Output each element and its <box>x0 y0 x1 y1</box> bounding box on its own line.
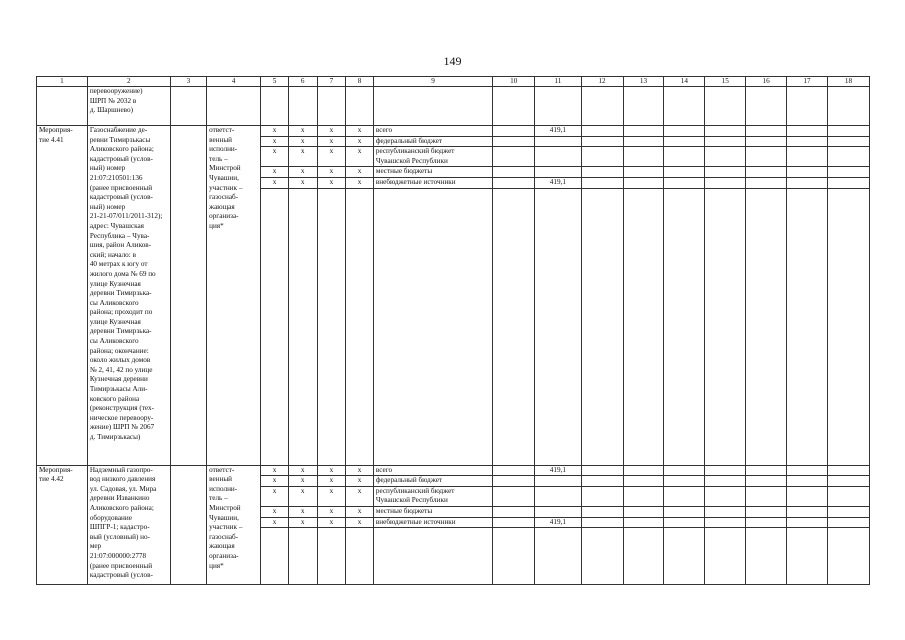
code-cell-col5: x <box>261 126 289 137</box>
amount-cell-col11 <box>535 188 581 465</box>
cell-col13 <box>623 476 664 487</box>
cell-col17 <box>787 167 828 178</box>
cell-col12 <box>581 517 623 528</box>
code-cell-col8: x <box>346 465 374 476</box>
cell-col14 <box>664 126 705 137</box>
cell-col12 <box>581 126 623 137</box>
code-cell-col8: x <box>346 506 374 517</box>
funding-row <box>37 465 870 476</box>
code-cell-col7: x <box>317 506 346 517</box>
funding-source: внебюджетные источники <box>373 517 492 528</box>
column-header-2: 2 <box>87 77 170 87</box>
page-number: 149 <box>443 54 462 68</box>
column-header-18: 18 <box>827 77 869 87</box>
code-cell-col7: x <box>317 136 346 147</box>
cell-col18 <box>827 126 869 137</box>
cell-col13 <box>623 136 664 147</box>
funding-source: всего <box>373 126 492 137</box>
cell-col14 <box>664 465 705 476</box>
cell-col3 <box>170 126 206 466</box>
cell-col3 <box>170 465 206 585</box>
cell-col18 <box>827 147 869 167</box>
column-header-10: 10 <box>493 77 535 87</box>
code-cell-col5: x <box>261 465 289 476</box>
code-cell-col5: x <box>261 147 289 167</box>
cell-col12 <box>581 486 623 506</box>
funding-source <box>373 188 492 465</box>
cell-col10 <box>493 465 535 476</box>
cell-col13 <box>623 517 664 528</box>
cell-col16 <box>746 517 787 528</box>
cell-col17 <box>787 486 828 506</box>
amount-cell-col11 <box>535 528 581 585</box>
cell-col14 <box>664 188 705 465</box>
cell-col17 <box>787 126 828 137</box>
cell-col10 <box>493 167 535 178</box>
cell-col18 <box>827 177 869 188</box>
cell-col18 <box>827 506 869 517</box>
cell-col16 <box>746 136 787 147</box>
cell-col17 <box>787 147 828 167</box>
cell-col10 <box>493 506 535 517</box>
funding-source: республиканский бюджет Чувашской Республики <box>373 486 492 506</box>
cell-col13 <box>623 126 664 137</box>
cell-col12 <box>581 147 623 167</box>
cell-col10 <box>493 188 535 465</box>
cell-col13 <box>623 506 664 517</box>
code-cell-col5: x <box>261 476 289 487</box>
amount-cell-col11: 419,1 <box>535 126 581 137</box>
funding-source <box>373 528 492 585</box>
code-cell-col8 <box>346 188 374 465</box>
amount-cell-col11: 419,1 <box>535 177 581 188</box>
measure-label: Мероприя- тие 4.41 <box>37 126 88 466</box>
table-body <box>37 87 870 585</box>
code-cell-col7: x <box>317 486 346 506</box>
cell-col12 <box>581 506 623 517</box>
cell-col13 <box>623 167 664 178</box>
funding-source: местные бюджеты <box>373 506 492 517</box>
column-header-4: 4 <box>207 77 261 87</box>
cell-col12 <box>581 465 623 476</box>
cell-col17 <box>787 188 828 465</box>
cell-col17 <box>787 528 828 585</box>
cell-col15 <box>705 517 746 528</box>
cell-col17 <box>787 476 828 487</box>
code-cell-col8 <box>346 528 374 585</box>
amount-cell-col11: 419,1 <box>535 465 581 476</box>
cell-col14 <box>664 136 705 147</box>
cell-col13 <box>623 188 664 465</box>
funding-source: внебюджетные источники <box>373 177 492 188</box>
cell-col16 <box>746 167 787 178</box>
cell-col12 <box>581 177 623 188</box>
funding-source: федеральный бюджет <box>373 476 492 487</box>
amount-cell-col11 <box>535 136 581 147</box>
cell-col17 <box>787 177 828 188</box>
cell-col18 <box>827 465 869 476</box>
column-header-8: 8 <box>346 77 374 87</box>
cell-col15 <box>705 506 746 517</box>
amount-cell-col11: 419,1 <box>535 517 581 528</box>
cell-col12 <box>581 528 623 585</box>
column-header-3: 3 <box>170 77 206 87</box>
code-cell-col6 <box>288 188 317 465</box>
cell-col14 <box>664 506 705 517</box>
code-cell-col7 <box>317 528 346 585</box>
code-cell-col5: x <box>261 167 289 178</box>
cell-col17 <box>787 517 828 528</box>
code-cell-col8: x <box>346 136 374 147</box>
cell-col16 <box>746 528 787 585</box>
code-cell-col5 <box>261 188 289 465</box>
code-cell-col6: x <box>288 167 317 178</box>
code-cell-col6: x <box>288 136 317 147</box>
cell-col18 <box>827 188 869 465</box>
cell-col17 <box>787 506 828 517</box>
cell-col14 <box>664 167 705 178</box>
cell-col1 <box>37 87 88 126</box>
code-cell-col7: x <box>317 177 346 188</box>
cell-col10 <box>493 517 535 528</box>
cell-col10 <box>493 177 535 188</box>
cell-col10 <box>493 136 535 147</box>
code-cell-col6 <box>288 528 317 585</box>
cell-col10 <box>493 147 535 167</box>
cell-col15 <box>705 177 746 188</box>
cell-col10 <box>493 528 535 585</box>
column-header-12: 12 <box>581 77 623 87</box>
code-cell-col8: x <box>346 517 374 528</box>
column-header-6: 6 <box>288 77 317 87</box>
code-cell-col5 <box>261 528 289 585</box>
cell-col13 <box>623 177 664 188</box>
code-cell-col7: x <box>317 147 346 167</box>
funding-source: федеральный бюджет <box>373 136 492 147</box>
code-cell-col7: x <box>317 476 346 487</box>
code-cell-col5: x <box>261 486 289 506</box>
cell-col13 <box>623 465 664 476</box>
code-cell-col6: x <box>288 476 317 487</box>
funding-source: местные бюджеты <box>373 167 492 178</box>
code-cell-col5: x <box>261 517 289 528</box>
cell-col17 <box>787 136 828 147</box>
cell-col13 <box>623 486 664 506</box>
cell-col12 <box>581 136 623 147</box>
cell-col10 <box>493 126 535 137</box>
cell-col18 <box>827 486 869 506</box>
cell-col17 <box>787 465 828 476</box>
funding-row <box>37 126 870 137</box>
continuation-row <box>37 87 870 126</box>
cell-col12 <box>581 167 623 178</box>
column-header-9: 9 <box>373 77 492 87</box>
cell-col15 <box>705 476 746 487</box>
code-cell-col7: x <box>317 517 346 528</box>
measure-description: Надземный газопро- вод низкого давления ул. Садовая, ул. Мира деревни Изванкино Аликовского района; оборудование ШПГР-1; кадастро- вый (условный) но- мер 21:07:000000:2778 (ранее присвоенный кадастровый (услов- <box>87 465 170 585</box>
code-cell-col5: x <box>261 136 289 147</box>
cell-col14 <box>664 147 705 167</box>
cell-col15 <box>705 528 746 585</box>
cell-col13 <box>623 147 664 167</box>
cell-col18 <box>827 528 869 585</box>
column-header-7: 7 <box>317 77 346 87</box>
cell-col16 <box>746 486 787 506</box>
cell-col18 <box>827 167 869 178</box>
cell-col14 <box>664 528 705 585</box>
cell-col12 <box>581 188 623 465</box>
cell-col13 <box>623 528 664 585</box>
code-cell-col6: x <box>288 486 317 506</box>
measure-description: Газоснабжение де- ревни Тимирзькасы Аликовского района; кадастровый (услов- ный) номер 21:07:210501:136 (ранее присвоенный кадастровый (услов- ный) номер 21-21-07/011/2011-312); адрес: Чувашская Республика – Чува- шия, район Аликов- ский; начало: в 40 метрах к югу от жилого дома № 69 по улице Кузнечная деревни Тимирзька- сы Аликовского района; проходит по улице Кузнечная деревни Тимирзька- сы Аликовского района; окончание: около жилых домов № 2, 41, 42 по улице Кузнечная деревни Тимирзькасы Али- ковского района (реконструкция (тех- ническое перевоору- жение) ШРП № 2067 д. Тимирзькасы) <box>87 126 170 466</box>
cell-col15 <box>705 486 746 506</box>
code-cell-col6: x <box>288 126 317 137</box>
column-header-17: 17 <box>787 77 828 87</box>
code-cell-col7: x <box>317 167 346 178</box>
executor-cell: ответст- венный исполни- тель – Минстрой Чувашии, участник – газоснаб- жающая организа- ция* <box>207 126 261 466</box>
measure-label: Мероприя- тие 4.42 <box>37 465 88 585</box>
header-row <box>37 77 870 87</box>
cell-col15 <box>705 126 746 137</box>
code-cell-col8: x <box>346 167 374 178</box>
code-cell-col6: x <box>288 177 317 188</box>
cell-col18 <box>827 476 869 487</box>
code-cell-col6: x <box>288 465 317 476</box>
code-cell-col7: x <box>317 465 346 476</box>
cell-col14 <box>664 177 705 188</box>
cell-col18 <box>827 517 869 528</box>
column-header-11: 11 <box>535 77 581 87</box>
cell-col16 <box>746 476 787 487</box>
code-cell-col6: x <box>288 147 317 167</box>
column-header-5: 5 <box>261 77 289 87</box>
cell-col18 <box>827 136 869 147</box>
cell-col15 <box>705 188 746 465</box>
column-header-13: 13 <box>623 77 664 87</box>
amount-cell-col11 <box>535 167 581 178</box>
column-header-1: 1 <box>37 77 88 87</box>
cell-col10 <box>493 476 535 487</box>
cell-col12 <box>581 476 623 487</box>
funding-source: всего <box>373 465 492 476</box>
code-cell-col7: x <box>317 126 346 137</box>
code-cell-col8: x <box>346 476 374 487</box>
program-table <box>36 76 870 585</box>
code-cell-col6: x <box>288 506 317 517</box>
amount-cell-col11 <box>535 486 581 506</box>
cell-col15 <box>705 136 746 147</box>
cell-col16 <box>746 506 787 517</box>
cell-col14 <box>664 476 705 487</box>
column-header-14: 14 <box>664 77 705 87</box>
column-header-16: 16 <box>746 77 787 87</box>
code-cell-col7 <box>317 188 346 465</box>
code-cell-col6: x <box>288 517 317 528</box>
amount-cell-col11 <box>535 147 581 167</box>
amount-cell-col11 <box>535 506 581 517</box>
cell-col16 <box>746 188 787 465</box>
amount-cell-col11 <box>535 476 581 487</box>
column-header-15: 15 <box>705 77 746 87</box>
cell-col16 <box>746 126 787 137</box>
code-cell-col5: x <box>261 177 289 188</box>
code-cell-col8: x <box>346 147 374 167</box>
cell-col14 <box>664 517 705 528</box>
cell-col14 <box>664 486 705 506</box>
funding-source: республиканский бюджет Чувашской Республики <box>373 147 492 167</box>
cell-col16 <box>746 465 787 476</box>
cell-col15 <box>705 167 746 178</box>
code-cell-col8: x <box>346 486 374 506</box>
cell-col16 <box>746 177 787 188</box>
executor-cell: ответст- венный исполни- тель – Минстрой Чувашии, участник – газоснаб- жающая организа- ция* <box>207 465 261 585</box>
cell-col15 <box>705 147 746 167</box>
cell-col15 <box>705 465 746 476</box>
code-cell-col8: x <box>346 177 374 188</box>
continuation-description: перевооружение) ШРП № 2032 в д. Шаршнево) <box>87 87 170 126</box>
cell-col16 <box>746 147 787 167</box>
code-cell-col5: x <box>261 506 289 517</box>
code-cell-col8: x <box>346 126 374 137</box>
cell-col10 <box>493 486 535 506</box>
